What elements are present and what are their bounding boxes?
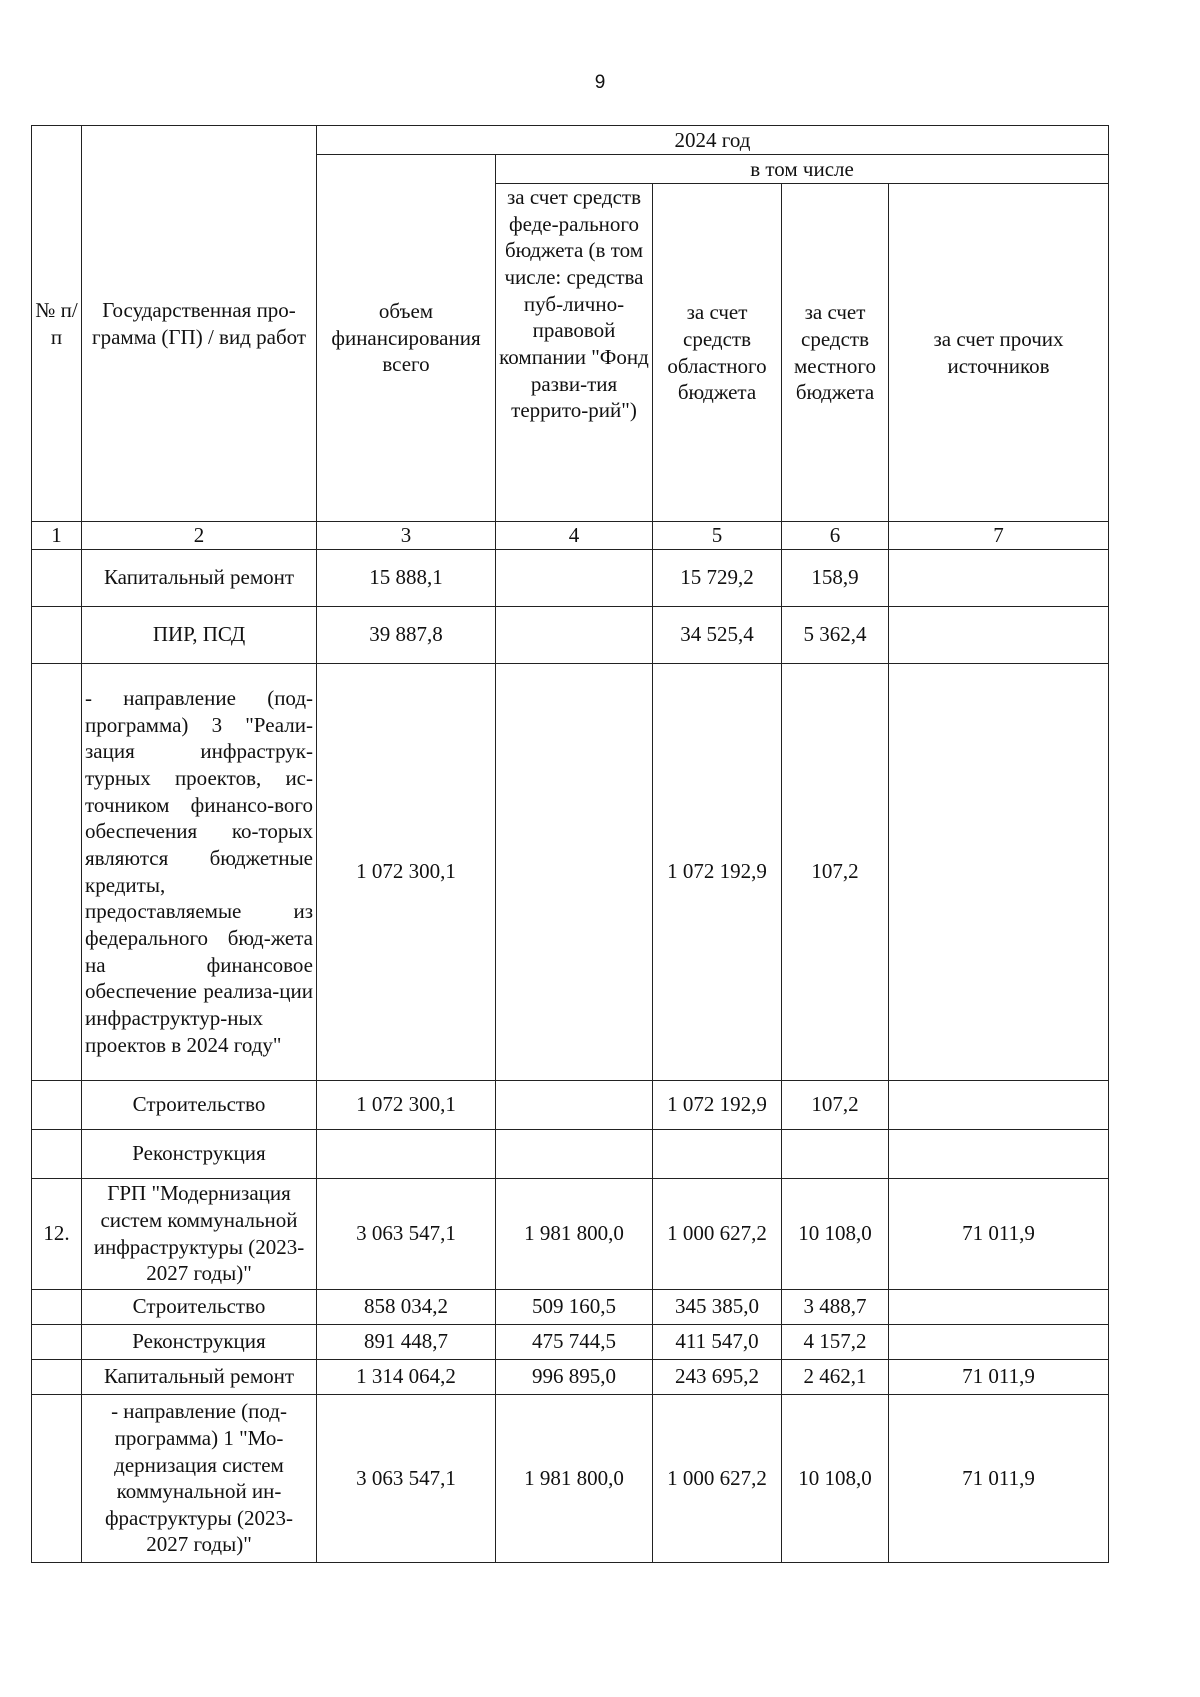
cell-federal [496, 1080, 653, 1129]
cell-regional: 1 000 627,2 [653, 1178, 782, 1289]
cell-local [782, 1129, 889, 1178]
table-row [32, 1080, 1109, 1129]
cell-other [889, 606, 1109, 663]
row-number [32, 1289, 82, 1324]
cell-total: 3 063 547,1 [317, 1394, 496, 1562]
column-index: 3 [317, 522, 496, 550]
cell-local: 5 362,4 [782, 606, 889, 663]
row-name: Строительство [82, 1080, 317, 1129]
row-number [32, 606, 82, 663]
table-row [32, 1359, 1109, 1394]
header-col-federal: за счет средств феде-рального бюджета (в том числе: средства пуб-лично-правовой компании "Фонд разви-тия террито-рий") [496, 184, 653, 522]
cell-total: 1 072 300,1 [317, 663, 496, 1080]
header-year: 2024 год [317, 126, 1109, 155]
cell-federal [496, 1129, 653, 1178]
cell-local: 3 488,7 [782, 1289, 889, 1324]
cell-local: 4 157,2 [782, 1324, 889, 1359]
cell-other [889, 1324, 1109, 1359]
cell-other: 71 011,9 [889, 1394, 1109, 1562]
table-row [32, 1394, 1109, 1562]
cell-local: 107,2 [782, 1080, 889, 1129]
header-including: в том числе [496, 155, 1109, 184]
cell-local: 10 108,0 [782, 1178, 889, 1289]
column-index: 4 [496, 522, 653, 550]
row-number [32, 663, 82, 1080]
cell-total: 39 887,8 [317, 606, 496, 663]
cell-regional: 411 547,0 [653, 1324, 782, 1359]
table-row [32, 1324, 1109, 1359]
cell-local: 158,9 [782, 549, 889, 606]
cell-regional: 1 000 627,2 [653, 1394, 782, 1562]
cell-other [889, 1080, 1109, 1129]
table-row [32, 1129, 1109, 1178]
table-row [32, 1289, 1109, 1324]
page-number: 9 [594, 72, 606, 93]
cell-regional [653, 1129, 782, 1178]
cell-regional: 345 385,0 [653, 1289, 782, 1324]
cell-other [889, 549, 1109, 606]
header-col-other: за счет прочих источников [889, 184, 1109, 522]
cell-total: 3 063 547,1 [317, 1178, 496, 1289]
column-index: 2 [82, 522, 317, 550]
row-number: 12. [32, 1178, 82, 1289]
cell-total: 1 314 064,2 [317, 1359, 496, 1394]
cell-local: 107,2 [782, 663, 889, 1080]
row-number [32, 1359, 82, 1394]
cell-total: 858 034,2 [317, 1289, 496, 1324]
header-col-num: № п/п [32, 126, 82, 522]
cell-regional: 1 072 192,9 [653, 663, 782, 1080]
column-index: 7 [889, 522, 1109, 550]
column-index-row [32, 522, 1109, 550]
table-row [32, 1178, 1109, 1289]
cell-total [317, 1129, 496, 1178]
row-name: - направление (под-программа) 1 "Мо-дернизация систем коммунальной ин-фраструктуры (2023-2027 годы)" [82, 1394, 317, 1562]
cell-federal [496, 663, 653, 1080]
row-number [32, 1080, 82, 1129]
table-row [32, 606, 1109, 663]
cell-regional: 1 072 192,9 [653, 1080, 782, 1129]
cell-federal: 509 160,5 [496, 1289, 653, 1324]
cell-other [889, 663, 1109, 1080]
cell-federal: 475 744,5 [496, 1324, 653, 1359]
cell-other: 71 011,9 [889, 1359, 1109, 1394]
row-name: Строительство [82, 1289, 317, 1324]
cell-regional: 15 729,2 [653, 549, 782, 606]
row-name: Реконструкция [82, 1324, 317, 1359]
cell-total: 891 448,7 [317, 1324, 496, 1359]
header-col-local: за счет средств местного бюджета [782, 184, 889, 522]
row-name: - направление (под-программа) 3 "Реали-зация инфраструк-турных проектов, ис-точником финансо-вого обеспечения ко-торых являются бюджетные кредиты, предоставляемые из федерального бюд-жета на финансовое обеспечение реализа-ции инфраструктур-ных проектов в 2024 году" [82, 663, 317, 1080]
cell-federal: 1 981 800,0 [496, 1178, 653, 1289]
table-row [32, 549, 1109, 606]
cell-federal: 996 895,0 [496, 1359, 653, 1394]
column-index: 6 [782, 522, 889, 550]
row-name: Реконструкция [82, 1129, 317, 1178]
cell-federal [496, 549, 653, 606]
cell-local: 2 462,1 [782, 1359, 889, 1394]
column-index: 1 [32, 522, 82, 550]
cell-federal: 1 981 800,0 [496, 1394, 653, 1562]
row-number [32, 1324, 82, 1359]
cell-other: 71 011,9 [889, 1178, 1109, 1289]
financing-table [31, 125, 1109, 1563]
row-name: ГРП "Модернизация систем коммунальной инфраструктуры (2023-2027 годы)" [82, 1178, 317, 1289]
column-index: 5 [653, 522, 782, 550]
row-number [32, 549, 82, 606]
cell-regional: 34 525,4 [653, 606, 782, 663]
row-name: Капитальный ремонт [82, 1359, 317, 1394]
header-col-total: объем финансирования всего [317, 155, 496, 522]
cell-regional: 243 695,2 [653, 1359, 782, 1394]
row-name: Капитальный ремонт [82, 549, 317, 606]
cell-total: 15 888,1 [317, 549, 496, 606]
cell-other [889, 1289, 1109, 1324]
cell-federal [496, 606, 653, 663]
header-col-program: Государственная про-грамма (ГП) / вид работ [82, 126, 317, 522]
row-number [32, 1394, 82, 1562]
cell-local: 10 108,0 [782, 1394, 889, 1562]
header-col-regional: за счет средств областного бюджета [653, 184, 782, 522]
row-number [32, 1129, 82, 1178]
cell-other [889, 1129, 1109, 1178]
row-name: ПИР, ПСД [82, 606, 317, 663]
table-row [32, 663, 1109, 1080]
cell-total: 1 072 300,1 [317, 1080, 496, 1129]
